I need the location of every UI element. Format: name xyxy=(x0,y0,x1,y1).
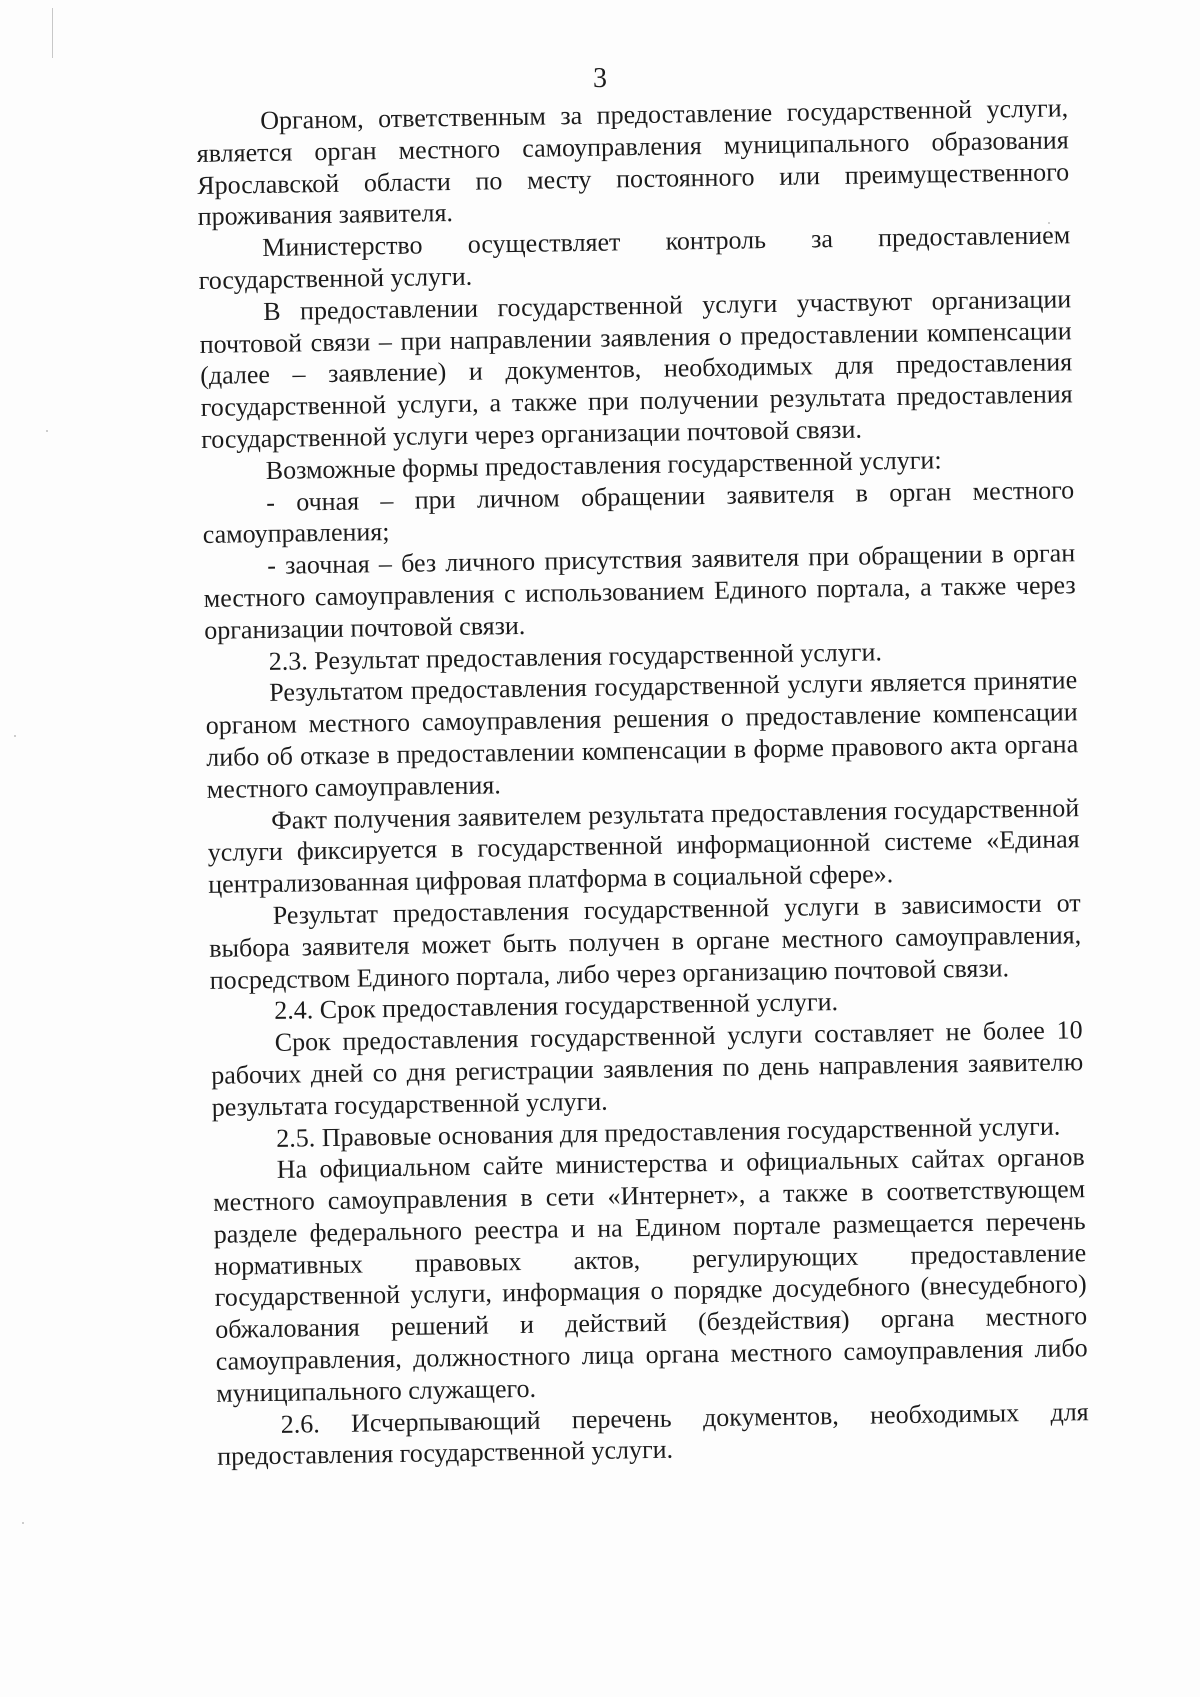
paragraph-ministry-control: Министерство осуществляет контроль за предоставлением государственной услуги. xyxy=(198,220,1071,295)
section-heading-2-3: 2.3. Результат предоставления государственной услуги. xyxy=(268,636,883,676)
paragraph-term: Срок предоставления государственной услуги составляет не более 10 рабочих дней со дня регистрации заявления по день направления заявителю результата государственной услуги. xyxy=(210,1015,1084,1122)
section-heading-2-4: 2.4. Срок предоставления государственной услуги. xyxy=(273,987,839,1026)
paragraph-postal-participation: В предоставлении государственной услуги участвуют организации почтовой связи – при направлении заявления о предоставлении компенсации (далее – заявление) и документов, необходимых для предоставления государственной услуги, а также при получении результата предоставления государственной услуги через организации почтовой связи. xyxy=(199,284,1073,454)
paragraph-result-recording: Факт получения заявителем результата предоставления государственной услуги фиксируется в государственной информационной системе «Единая централизованная цифровая платформа в социальной сфере». xyxy=(207,792,1080,900)
paragraph-legal-basis: На официальном сайте министерства и официальных сайтах органов местного самоуправления в сети «Интернет», а также в соответствующем разделе федерального реестра и на Едином портале размещается перечень нормативных правовых актов, регулирующих предоставление государственной услуги, информация о порядке досудебного (внесудебного) обжалования решений и действий (бездействия) органа местного самоуправления, должностного лица органа местного самоуправления либо муниципального служащего. xyxy=(212,1142,1088,1408)
paragraph-result-definition: Результатом предоставления государственной услуги является принятие органом местного самоуправления решения о предоставление компенсации либо об отказе в предоставлении компенсации в форме правового акта органа местного самоуправления. xyxy=(205,665,1079,804)
scan-artifact-dot xyxy=(14,735,16,737)
document-body xyxy=(196,92,1089,1473)
scan-artifact-line xyxy=(52,8,53,58)
paragraph-form-in-person: - очная – при личном обращении заявителя в орган местного самоуправления; xyxy=(202,474,1075,550)
paragraph-form-remote: - заочная – без личного присутствия заявителя при обращении в орган местного самоуправления с использованием Единого портала, а также через организации почтовой связи. xyxy=(203,538,1076,645)
paragraph-result-delivery: Результат предоставления государственной услуги в зависимости от выбора заявителя может быть получен в органе местного самоуправления, посредством Единого портала, либо через организацию почтовой связи. xyxy=(209,888,1082,995)
paragraph-forms-heading: Возможные формы предоставления государственной услуги: xyxy=(265,445,942,485)
section-heading-2-6: 2.6. Исчерпывающий перечень документов, необходимых для предоставления государственной услуги. xyxy=(216,1396,1089,1472)
scan-artifact-dot xyxy=(46,430,48,432)
section-heading-2-5: 2.5. Правовые основания для предоставления государственной услуги. xyxy=(275,1111,1061,1153)
page-number: 3 xyxy=(593,63,607,94)
scan-artifact-dot xyxy=(22,1522,24,1524)
paragraph-responsible-body: Органом, ответственным за предоставление государственной услуги, является орган местного самоуправления муниципального образования Ярославской области по месту постоянного или преимущественного проживания заявителя. xyxy=(196,93,1070,232)
